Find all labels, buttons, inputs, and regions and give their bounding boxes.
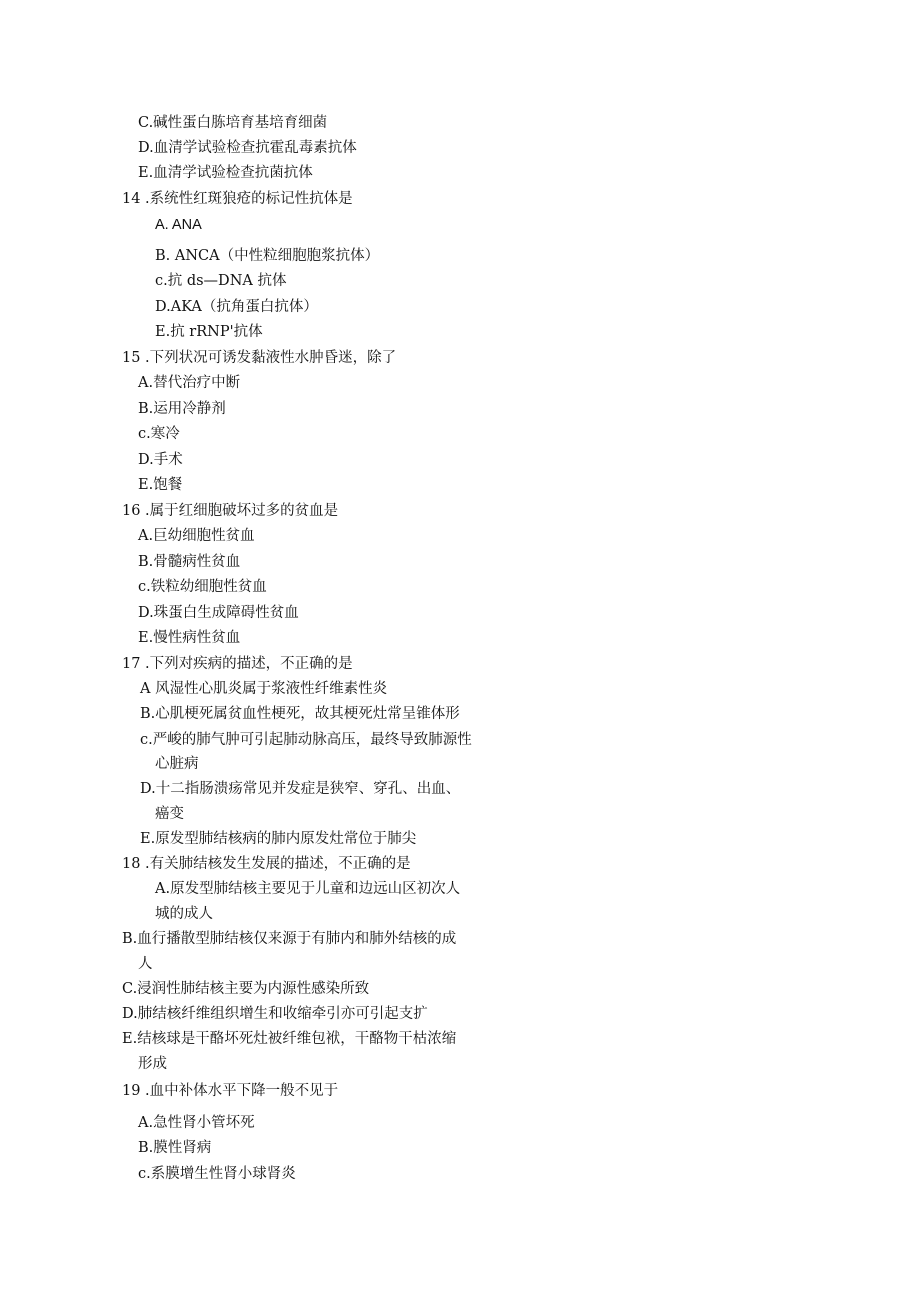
q18-option-b: B.血行播散型肺结核仅来源于有肺内和肺外结核的成: [122, 931, 457, 947]
q13-option-e: E.血清学试验检查抗菌抗体: [138, 165, 313, 181]
q18-option-d: D.肺结核纤维组织增生和收缩牵引亦可引起支扩: [122, 1006, 428, 1022]
q17-option-d-cont: 癌变: [155, 806, 184, 822]
q19-stem: 19 .血中补体水平下降一般不见于: [122, 1083, 339, 1099]
q16-option-d: D.珠蛋白生成障碍性贫血: [138, 605, 299, 621]
q18-option-e-cont: 形成: [138, 1056, 167, 1072]
q17-option-d: D.十二指肠溃疡常见并发症是狭窄、穿孔、出血、: [140, 781, 461, 797]
q19-option-b: B.膜性肾病: [138, 1140, 212, 1156]
q17-stem: 17 .下列对疾病的描述，不正确的是: [122, 656, 353, 672]
q17-option-b: B.心肌梗死属贫血性梗死，故其梗死灶常呈锥体形: [140, 706, 460, 722]
q18-option-a: A.原发型肺结核主要见于儿童和边远山区初次人: [155, 881, 461, 897]
q14-option-d: D.AKA（抗角蛋白抗体）: [155, 299, 318, 315]
q17-option-a: A 风湿性心肌炎属于浆液性纤维素性炎: [140, 681, 388, 697]
q18-option-b-cont: 人: [138, 956, 153, 972]
q17-option-c: c.严峻的肺气肿可引起肺动脉高压，最终导致肺源性: [140, 732, 472, 748]
q15-option-b: B.运用冷静剂: [138, 401, 226, 417]
q15-option-d: D.手术: [138, 452, 183, 468]
q13-option-c: C.碱性蛋白胨培育基培育细菌: [138, 115, 328, 131]
q19-option-c: c.系膜增生性肾小球肾炎: [138, 1166, 296, 1182]
q16-option-b: B.骨髓病性贫血: [138, 554, 241, 570]
q19-option-a: A.急性肾小管坏死: [138, 1115, 255, 1131]
q16-stem: 16 .属于红细胞破坏过多的贫血是: [122, 503, 339, 519]
q14-option-c: c.抗 ds—DNA 抗体: [155, 273, 287, 289]
q18-option-a-cont: 城的成人: [155, 906, 213, 922]
q15-option-e: E.饱餐: [138, 477, 183, 493]
q16-option-e: E.慢性病性贫血: [138, 630, 241, 646]
q15-stem: 15 .下列状况可诱发黏液性水肿昏迷，除了: [122, 350, 397, 366]
q16-option-a: A.巨幼细胞性贫血: [138, 528, 255, 544]
q18-option-e: E.结核球是干酪坏死灶被纤维包袱，干酪物干枯浓缩: [122, 1031, 457, 1047]
q15-option-c: c.寒冷: [138, 426, 180, 442]
q14-option-b: B. ANCA（中性粒细胞胞浆抗体）: [155, 248, 380, 264]
q16-option-c: c.铁粒幼细胞性贫血: [138, 579, 267, 595]
q14-option-a: A. ANA: [155, 217, 202, 233]
q13-option-d: D.血清学试验检查抗霍乱毒素抗体: [138, 140, 357, 156]
q14-stem: 14 .系统性红斑狼疮的标记性抗体是: [122, 191, 353, 207]
q15-option-a: A.替代治疗中断: [138, 375, 241, 391]
q18-option-c: C.浸润性肺结核主要为内源性感染所致: [122, 981, 370, 997]
q17-option-e: E.原发型肺结核病的肺内原发灶常位于肺尖: [140, 831, 417, 847]
q14-option-e: E.抗 rRNP'抗体: [155, 324, 263, 340]
q17-option-c-cont: 心脏病: [155, 756, 199, 772]
q18-stem: 18 .有关肺结核发生发展的描述，不正确的是: [122, 856, 411, 872]
